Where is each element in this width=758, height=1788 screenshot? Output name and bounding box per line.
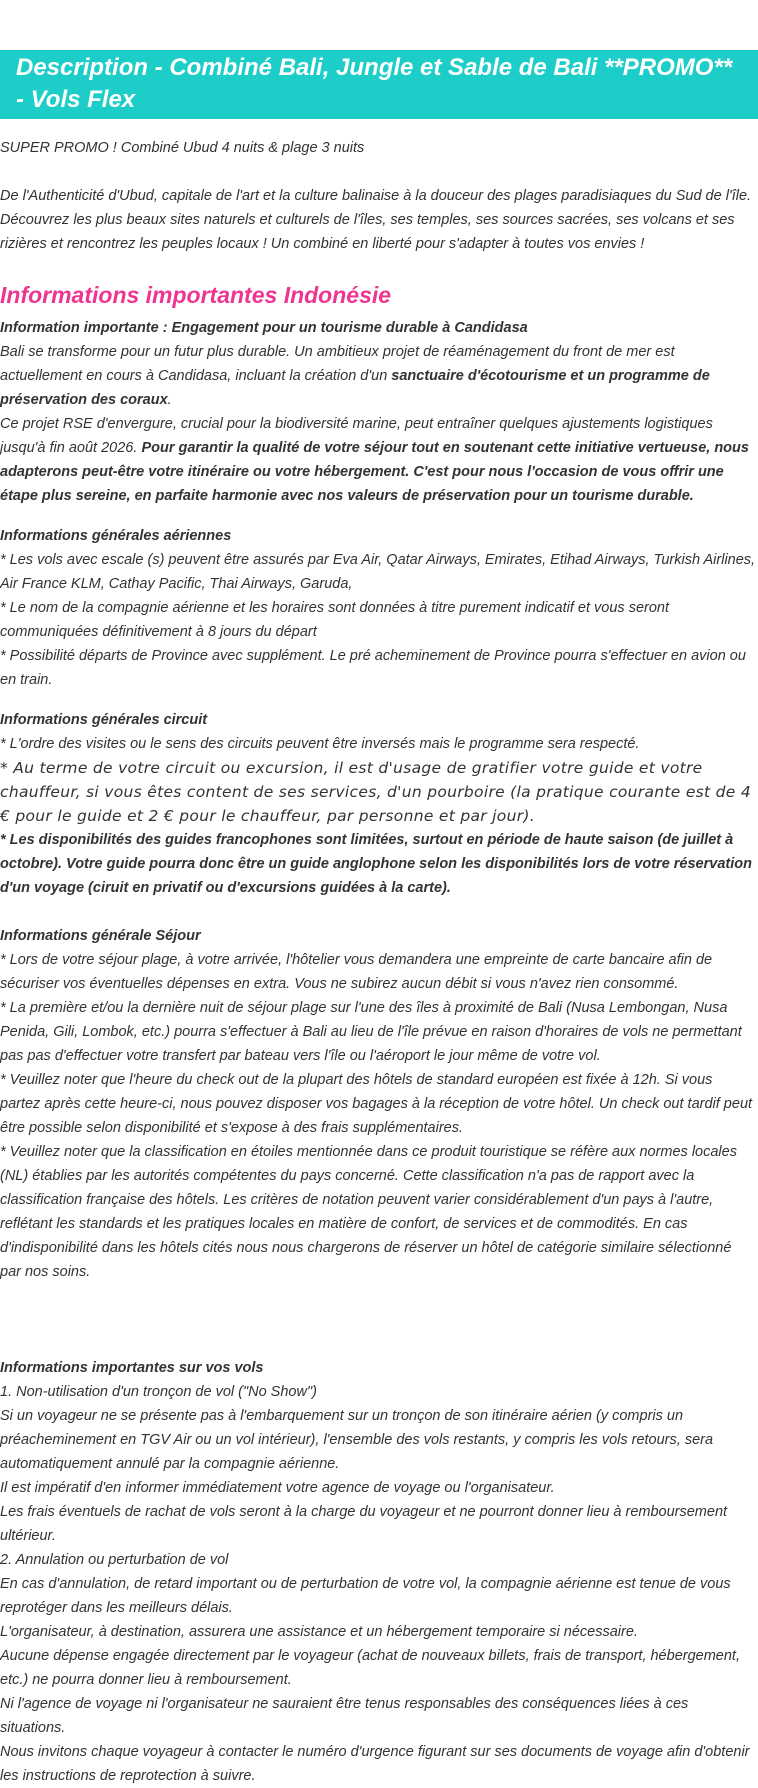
candidasa-paragraph-1: [0, 340, 756, 412]
circuit-heading: Informations générales circuit: [0, 712, 208, 728]
spacer: [0, 900, 756, 924]
sejour-item: * Veuillez noter que la classification en étoiles mentionnée dans ce produit touristique se réfère aux normes locales (NL) établies par les autorités compétentes du pays concerné. Cette classification n'a pas de rapport avec la classification française des hôtels. Les critères de notation peuvent varier considérablement d'un pays à l'autre, reflétant les standards et les pratiques locales en matière de confort, de services et de commodités. En cas d'indisponibilité dans les hôtels cités nous nous chargerons de réserver un hôtel de catégorie similaire sélectionné par nos soins.: [0, 1144, 737, 1280]
sejour-item: * Veuillez noter que l'heure du check out de la plupart des hôtels de standard européen est fixée à 12h. Si vous partez après cette heure-ci, nous pouvez disposer vos bagages à la réception de votre hôtel. Un check out tardif peut être possible selon disponibilité et s'expose à des frais supplémentaires.: [0, 1072, 753, 1136]
candidasa-p1-end: .: [167, 392, 172, 408]
air-item: * Le nom de la compagnie aérienne et les horaires sont données à titre purement indicatif et vous seront communiquées définitivement à 8 jours du départ: [0, 600, 670, 640]
description-content: [0, 136, 756, 1788]
vols-item: Si un voyageur ne se présente pas à l'embarquement sur un tronçon de son itinéraire aérien (y compris un préacheminement en TGV Air ou un vol intérieur), l'ensemble des vols restants, y compris les vols retours, sera automatiquement annulé par la compagnie aérienne.: [0, 1408, 714, 1472]
vols-item: Il est impératif d'en informer immédiatement votre agence de voyage ou l'organisateur.: [0, 1480, 555, 1496]
circuit-item: * L'ordre des visites ou le sens des circuits peuvent être inversés mais le programme sera respecté.: [0, 736, 640, 752]
spacer: [0, 508, 756, 524]
vols-item: Aucune dépense engagée directement par le voyageur (achat de nouveaux billets, frais de transport, hébergement, etc.) ne pourra donner lieu à remboursement.: [0, 1648, 740, 1688]
promo-subtitle: SUPER PROMO ! Combiné Ubud 4 nuits & plage 3 nuits: [0, 140, 365, 156]
vols-item: Les frais éventuels de rachat de vols seront à la charge du voyageur et ne pourront donner lieu à remboursement ultérieur.: [0, 1504, 728, 1544]
candidasa-paragraph-2: [0, 412, 756, 508]
candidasa-p1-text: Bali se transforme pour un futur plus durable. Un ambitieux projet de réaménagement du front de mer est actuellement en cours à Candidasa, incluant la création d'un: [0, 344, 675, 384]
vols-item: 1. Non-utilisation d'un tronçon de vol ("No Show"): [0, 1384, 317, 1400]
sejour-item: * La première et/ou la dernière nuit de séjour plage sur l'une des îles à proximité de Bali (Nusa Lembongan, Nusa Penida, Gili, Lombok, etc.) pourra s'effectuer à Bali au lieu de l'île prévue en raison d'horaires de vols ne permettant pas pas d'effectuer votre transfert par bateau vers l'île ou l'aéroport le jour même de votre vol.: [0, 1000, 742, 1064]
spacer: [0, 160, 756, 184]
vols-item: 2. Annulation ou perturbation de vol: [0, 1552, 229, 1568]
spacer: [0, 692, 756, 708]
vols-heading: Informations importantes sur vos vols: [0, 1360, 264, 1376]
sejour-heading: Informations générale Séjour: [0, 928, 201, 944]
candidasa-heading: Information importante : Engagement pour un tourisme durable à Candidasa: [0, 320, 528, 336]
circuit-guides-item: * Les disponibilités des guides francophones sont limitées, surtout en période de haute saison (de juillet à octobre). Votre guide pourra donc être un guide anglophone selon les disponibilités lors de votre réservation d'un voyage (ciruit en privatif ou d'excursions guidées à la carte).: [0, 832, 752, 896]
section-title: Informations importantes Indonésie: [0, 282, 392, 308]
spacer: [0, 1332, 756, 1356]
description-header: [0, 50, 758, 119]
spacer: [0, 256, 756, 280]
vols-item: L'organisateur, à destination, assurera une assistance et un hébergement temporaire si nécessaire.: [0, 1624, 638, 1640]
circuit-tip-item: * Au terme de votre circuit ou excursion, il est d'usage de gratifier votre guide et votre chauffeur, si vous êtes content de ses services, d'un pourboire (la pratique courante est de 4 € pour le guide et 2 € pour le chauffeur, par personne et par jour).: [0, 759, 752, 825]
air-item: * Les vols avec escale (s) peuvent être assurés par Eva Air, Qatar Airways, Emirates, Etihad Airways, Turkish Airlines, Air France KLM, Cathay Pacific, Thai Airways, Garuda,: [0, 552, 756, 592]
page-title: Description - Combiné Bali, Jungle et Sable de Bali **PROMO** - Vols Flex: [16, 54, 733, 113]
candidasa-p2-bold: Pour garantir la qualité de votre séjour tout en soutenant cette initiative vertueuse, nous adapterons peut-être votre itinéraire ou votre hébergement. C'est pour nous l'occasion de vous offrir une étape plus sereine, en parfaite harmonie avec nos valeurs de préservation pour un tourisme durable.: [0, 440, 749, 504]
spacer: [0, 1284, 756, 1332]
vols-item: Ni l'agence de voyage ni l'organisateur ne sauraient être tenus responsables des conséquences liées à ces situations.: [0, 1696, 689, 1736]
air-heading: Informations générales aériennes: [0, 528, 232, 544]
vols-item: Nous invitons chaque voyageur à contacter le numéro d'urgence figurant sur ses documents de voyage afin d'obtenir les instructions de reprotection à suivre.: [0, 1744, 750, 1784]
air-item: * Possibilité départs de Province avec supplément. Le pré acheminement de Province pourra s'effectuer en avion ou en train.: [0, 648, 746, 688]
vols-item: En cas d'annulation, de retard important ou de perturbation de votre vol, la compagnie aérienne est tenue de vous reprotéger dans les meilleurs délais.: [0, 1576, 731, 1616]
candidasa-p2-text: Ce projet RSE d'envergure, crucial pour la biodiversité marine, peut entraîner quelques ajustements logistiques jusqu'à fin août 2026.: [0, 416, 713, 456]
candidasa-p1-bold: sanctuaire d'écotourisme et un programme de préservation des coraux: [0, 368, 710, 408]
intro-description: De l'Authenticité d'Ubud, capitale de l'art et la culture balinaise à la douceur des plages paradisiaques du Sud de l'île. Découvrez les plus beaux sites naturels et culturels de l'îles, ses temples, ses sources sacrées, ses volcans et ses rizières et rencontrez les peuples locaux ! Un combiné en liberté pour s'adapter à toutes vos envies !: [0, 188, 752, 252]
sejour-item: * Lors de votre séjour plage, à votre arrivée, l'hôtelier vous demandera une empreinte de carte bancaire afin de sécuriser vos éventuelles dépenses en extra. Vous ne subirez aucun débit si vous n'avez rien consommé.: [0, 952, 713, 992]
